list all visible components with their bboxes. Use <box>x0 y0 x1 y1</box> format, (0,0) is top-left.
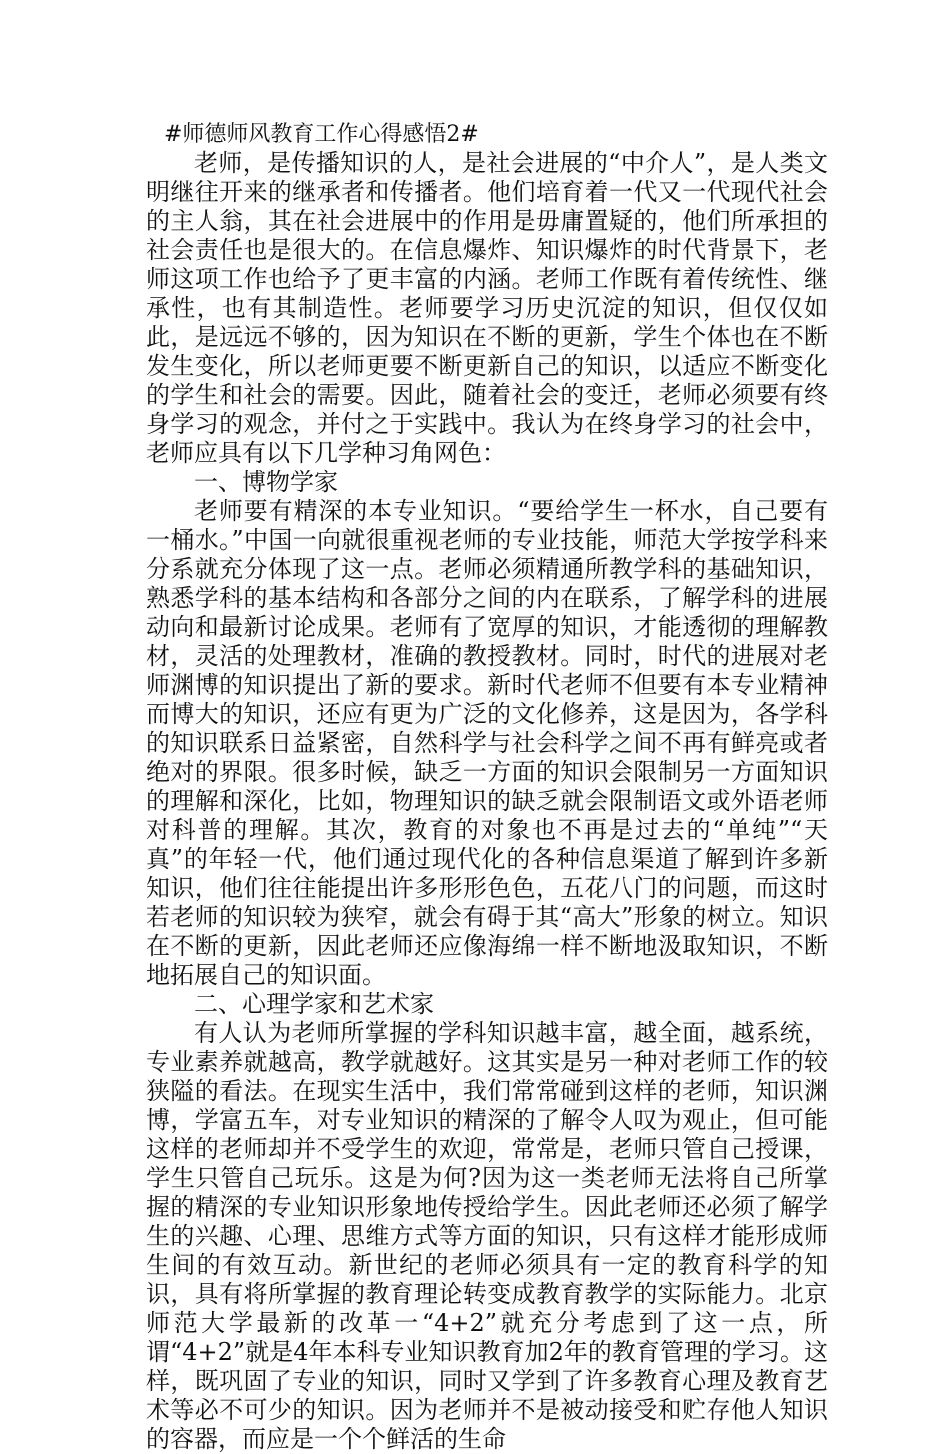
section-body-1: 老师要有精深的本专业知识。“要给学生一杯水，自己要有一桶水。”中国一向就很重视老师的专业技能，师范大学按学科来分系就充分体现了这一点。老师必须精通所教学科的基础知识，熟悉学科的基本结构和各部分之间的内在联系，了解学科的进展动向和最新讨论成果。老师有了宽厚的知识，才能透彻的理解教材，灵活的处理教材，准确的教授教材。同时，时代的进展对老师渊博的知识提出了新的要求。新时代老师不但要有本专业精神而博大的知识，还应有更为广泛的文化修养，这是因为，各学科的知识联系日益紧密，自然科学与社会科学之间不再有鲜亮或者绝对的界限。很多时候，缺乏一方面的知识会限制另一方面知识的理解和深化，比如，物理知识的缺乏就会限制语文或外语老师对科普的理解。其次，教育的对象也不再是过去的“单纯”“天真”的年轻一代，他们通过现代化的各种信息渠道了解到许多新知识，他们往往能提出许多形形色色，五花八门的问题，而这时若老师的知识较为狭窄，就会有碍于其“高大”形象的树立。知识在不断的更新，因此老师还应像海绵一样不断地汲取知识，不断地拓展自己的知识面。 <box>146 497 828 989</box>
section-heading-2: 二、心理学家和艺术家 <box>194 990 434 1018</box>
intro-paragraph: 老师，是传播知识的人，是社会进展的“中介人”，是人类文明继往开来的继承者和传播者。他们培育着一代又一代现代社会的主人翁，其在社会进展中的作用是毋庸置疑的，他们所承担的社会责任也是很大的。在信息爆炸、知识爆炸的时代背景下，老师这项工作也给予了更丰富的内涵。老师工作既有着传统性、继承性，也有其制造性。老师要学习历史沉淀的知识，但仅仅如此，是远远不够的，因为知识在不断的更新，学生个体也在不断发生变化，所以老师更要不断更新自己的知识，以适应不断变化的学生和社会的需要。因此，随着社会的变迁，老师必须要有终身学习的观念，并付之于实践中。我认为在终身学习的社会中，老师应具有以下几学种习角网色： <box>146 149 828 467</box>
section-heading-1: 一、博物学家 <box>194 468 338 496</box>
document-page <box>146 120 828 1454</box>
document-title: #师德师风教育工作心得感悟2# <box>164 122 479 147</box>
section-body-2: 有人认为老师所掌握的学科知识越丰富，越全面，越系统，专业素养就越高，教学就越好。这其实是另一种对老师工作的较狭隘的看法。在现实生活中，我们常常碰到这样的老师，知识渊博，学富五车，对专业知识的精深的了解令人叹为观止，但可能这样的老师却并不受学生的欢迎，常常是，老师只管自己授课，学生只管自己玩乐。这是为何?因为这一类老师无法将自己所掌握的精深的专业知识形象地传授给学生。因此老师还必须了解学生的兴趣、心理、思维方式等方面的知识，只有这样才能形成师生间的有效互动。新世纪的老师必须具有一定的教育科学的知识，具有将所掌握的教育理论转变成教育教学的实际能力。北京师范大学最新的改革一“4+2”就充分考虑到了这一点，所谓“4+2”就是4年本科专业知识教育加2年的教育管理的学习。这样，既巩固了专业的知识，同时又学到了许多教育心理及教育艺术等必不可少的知识。因为老师并不是被动接受和贮存他人知识的容器，而应是一个个鲜活的生命 <box>146 1019 828 1453</box>
